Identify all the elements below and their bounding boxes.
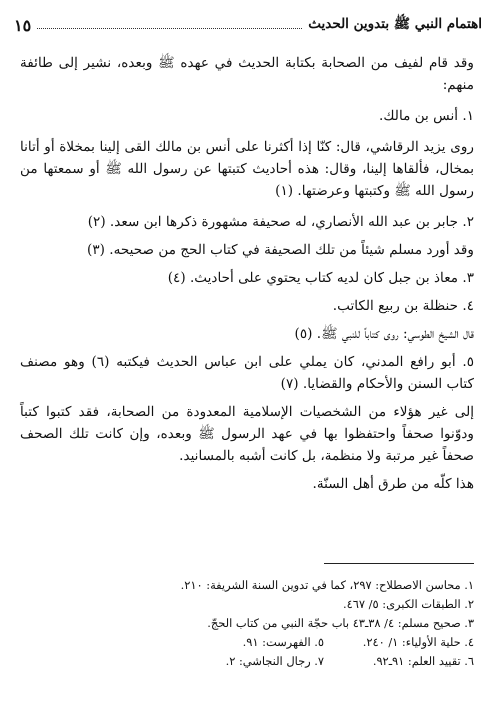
running-header bbox=[14, 12, 482, 38]
list-item-4: ٤. حنظلة بن ربيع الكاتب. bbox=[332, 298, 474, 314]
footnote-7: ٧. رجال النجاشي: ٢. bbox=[225, 654, 324, 668]
running-title: اهتمام النبي ﷺ بتدوين الحديث bbox=[308, 16, 482, 32]
footnotes bbox=[20, 563, 474, 671]
footnote-6: ٦. تقييد العلم: ٩١ـ٩٢. bbox=[372, 654, 474, 668]
paragraph-intro: وقد قام لفيف من الصحابة بكتابة الحديث في عهده ﷺ وبعده، نشير إلى طائفة منهم: bbox=[20, 55, 474, 93]
footnote-row-6-7 bbox=[20, 652, 474, 671]
footnote-2: ٢. الطبقات الكبرى: ٥/ ٤٦٧. bbox=[343, 597, 474, 611]
paragraph-tusi: قال الشيخ الطوسي: روى كتاباً للنبي ﷺ. (٥) bbox=[294, 326, 474, 342]
list-item-1: ١. أنس بن مالك. bbox=[379, 108, 474, 124]
list-item-2: ٢. جابر بن عبد الله الأنصاري، له صحيفة مشهورة ذكرها ابن سعد. (٢) bbox=[87, 214, 474, 230]
main-text bbox=[20, 52, 474, 501]
footnote-3: ٣. صحيح مسلم: ٤/ ٣٨ـ٤٣ باب حجّة النبي من كتاب الحجّ. bbox=[207, 616, 474, 630]
footnote-row-4-5 bbox=[20, 633, 474, 652]
header-dotted-rule bbox=[37, 28, 302, 29]
paragraph-closing: هذا كلّه من طرق أهل السنّة. bbox=[312, 476, 474, 492]
page-number: ١٥ bbox=[14, 15, 32, 35]
footnote-4: ٤. حلية الأولياء: ١/ ٢٤٠. bbox=[362, 635, 474, 649]
footnote-5: ٥. الفهرست: ٩١. bbox=[242, 635, 324, 649]
paragraph-anas-narration: روى يزيد الرقاشي، قال: كنّا إذا أكثرنا على أنس بن مالك القى إلينا بمخلاة أو أتانا بمخال، فألقاها إلينا، وقال: هذه أحاديث كتبتها عن رسول الله ﷺ أو سمعتها من رسول الله ﷺ وكتبتها وعرضتها. (١) bbox=[20, 139, 474, 199]
paragraph-muslim: وقد أورد مسلم شيئاً من تلك الصحيفة في كتاب الحج من صحيحه. (٣) bbox=[87, 242, 474, 258]
footnote-separator bbox=[324, 563, 474, 564]
paragraph-others: إلى غير هؤلاء من الشخصيات الإسلامية المعدودة من الصحابة، فقد كتبوا كتباً ودوّنوا صحفاً واحتفظوا بها في عهد الرسول ﷺ وبعده، وإن كانت تلك الصحف صحفاً غير مرتبة ولا منظمة، بل كانت أشبه بالمسانيد. bbox=[20, 404, 474, 464]
list-item-3: ٣. معاذ بن جبل كان لديه كتاب يحتوي على أحاديث. (٤) bbox=[167, 270, 474, 286]
list-item-5: ٥. أبو رافع المدني، كان يملي على ابن عباس الحديث فيكتبه (٦) وهو مصنف كتاب السنن والأحكام والقضايا. (٧) bbox=[20, 354, 475, 392]
footnote-1: ١. محاسن الاصطلاح: ٢٩٧، كما في تدوين السنة الشريفة: ٢١٠. bbox=[180, 578, 474, 592]
